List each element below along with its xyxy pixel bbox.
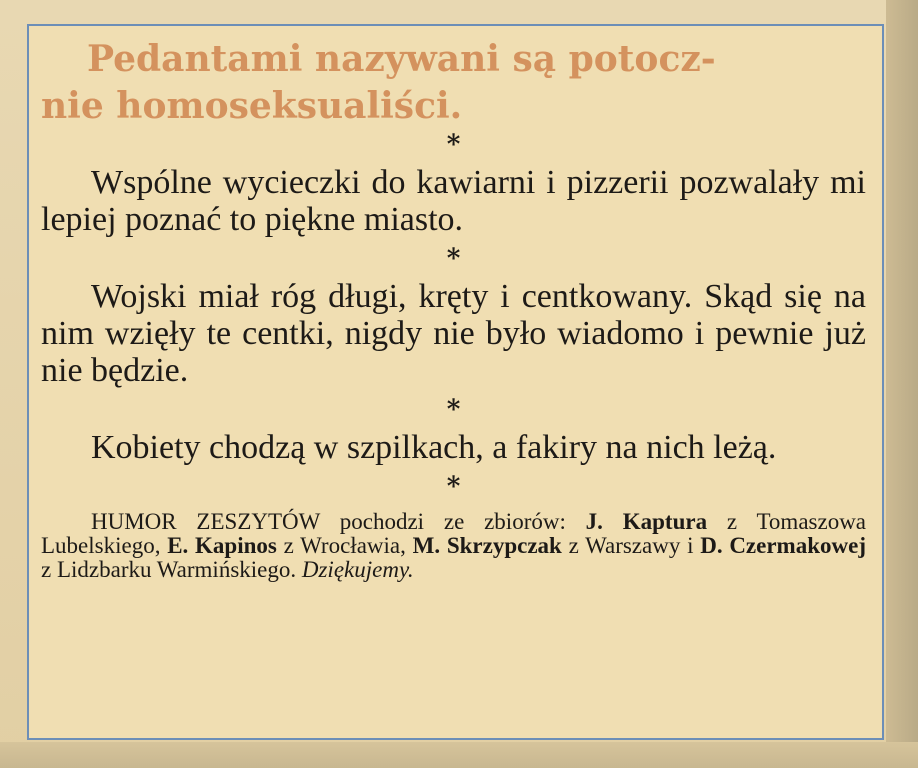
credits-intro: HUMOR ZESZYTÓW pochodzi ze zbiorów:	[91, 509, 586, 534]
contributor-name: D. Czermakowej	[700, 533, 866, 558]
asterisk-separator: *	[446, 244, 461, 274]
headline-line-1: Pedantami nazywani są potocz-	[87, 38, 716, 80]
headline-joke	[41, 36, 866, 130]
credits-paragraph	[41, 510, 866, 582]
thanks-text: Dziękujemy.	[301, 557, 414, 582]
joke-paragraph: Wojski miał róg długi, kręty i centkowany. Skąd się na nim wzięły te centki, nigdy nie było wiadomo i pewnie już nie będzie.	[41, 278, 866, 389]
contributor-name: J. Kaptura	[585, 509, 708, 534]
contributor-name: E. Kapinos	[167, 533, 277, 558]
contributor-place: z Warszawy i	[561, 533, 701, 558]
joke-paragraph: Wspólne wycieczki do kawiarni i pizzerii pozwalały mi lepiej poznać to piękne miasto.	[41, 164, 866, 238]
asterisk-separator: *	[446, 472, 461, 502]
contributor-place: z Wrocławia,	[276, 533, 413, 558]
humor-box	[27, 24, 884, 740]
contributor-name: M. Skrzypczak	[412, 533, 562, 558]
contributor-place: z Lidzbarku Warmińskiego.	[41, 557, 302, 582]
asterisk-separator: *	[446, 130, 461, 160]
adjacent-page-edge	[886, 0, 918, 768]
contributor-place: z Tomaszowa Lubelskiego,	[41, 509, 867, 558]
joke-paragraph: Kobiety chodzą w szpilkach, a fakiry na nich leżą.	[91, 429, 777, 466]
asterisk-separator: *	[446, 395, 461, 425]
bottom-page-edge	[0, 742, 918, 768]
headline-line-2: nie homoseksualiści.	[41, 85, 463, 127]
